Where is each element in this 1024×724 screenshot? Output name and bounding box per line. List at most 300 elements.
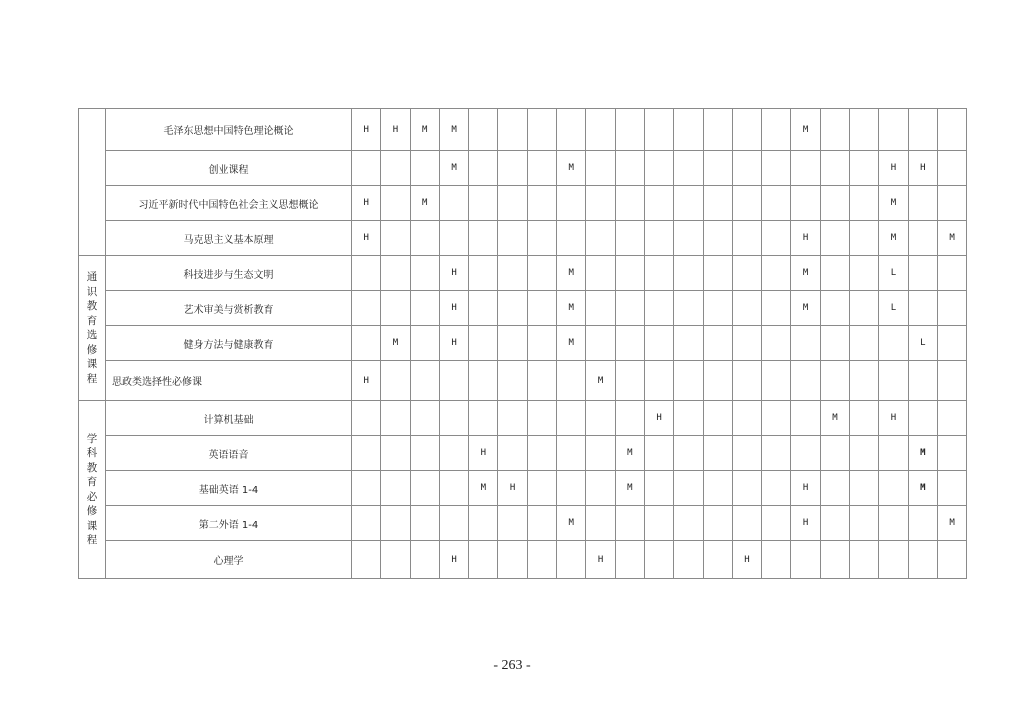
support-level-cell (586, 256, 615, 291)
support-level-cell (732, 401, 761, 436)
support-level-cell (469, 109, 498, 151)
support-level-cell (732, 361, 761, 401)
support-level-cell (557, 541, 586, 579)
support-level-cell (674, 436, 703, 471)
support-level-cell (410, 436, 439, 471)
table-row (79, 401, 967, 436)
support-level-cell (381, 221, 410, 256)
support-level-cell: M (879, 221, 908, 256)
support-level-cell (410, 326, 439, 361)
support-level-cell (762, 291, 791, 326)
table-row (79, 506, 967, 541)
support-level-cell: H (791, 506, 820, 541)
support-level-cell (615, 291, 644, 326)
support-level-cell: H (791, 471, 820, 506)
table-row (79, 361, 967, 401)
support-level-cell (352, 471, 381, 506)
course-name: 科技进步与生态文明 (106, 256, 352, 291)
support-level-cell (644, 326, 673, 361)
support-level-cell (381, 291, 410, 326)
support-level-cell (644, 436, 673, 471)
course-name: 创业课程 (106, 151, 352, 186)
support-level-cell (937, 291, 966, 326)
support-level-cell: M (615, 471, 644, 506)
support-level-cell (879, 436, 908, 471)
support-level-cell (674, 186, 703, 221)
support-level-cell: M (557, 326, 586, 361)
support-level-cell (410, 291, 439, 326)
support-level-cell (557, 109, 586, 151)
table-row (79, 186, 967, 221)
support-level-cell: M (410, 109, 439, 151)
support-level-cell: L (908, 326, 937, 361)
support-level-cell (908, 109, 937, 151)
support-level-cell (498, 186, 527, 221)
support-level-cell (879, 109, 908, 151)
page-number: - 263 - (493, 658, 531, 673)
table-row (79, 471, 967, 506)
support-level-cell: H (498, 471, 527, 506)
support-level-cell: L (879, 256, 908, 291)
support-level-cell: H (879, 401, 908, 436)
support-level-cell (557, 186, 586, 221)
support-level-cell (469, 291, 498, 326)
support-level-cell (352, 326, 381, 361)
support-level-cell (527, 256, 556, 291)
support-level-cell (850, 109, 879, 151)
support-level-cell (879, 361, 908, 401)
support-level-cell (820, 256, 849, 291)
support-level-cell (703, 436, 732, 471)
support-level-cell (850, 186, 879, 221)
support-level-cell (820, 436, 849, 471)
support-level-cell (352, 401, 381, 436)
support-level-cell (820, 186, 849, 221)
support-level-cell: L (879, 291, 908, 326)
table-row (79, 221, 967, 256)
support-level-cell (644, 186, 673, 221)
support-level-cell (469, 401, 498, 436)
table-row (79, 256, 967, 291)
support-level-cell (850, 361, 879, 401)
support-level-cell (410, 256, 439, 291)
course-name: 第二外语 1-4 (106, 506, 352, 541)
support-level-cell (352, 151, 381, 186)
support-level-cell (937, 471, 966, 506)
support-level-cell (586, 506, 615, 541)
support-level-cell (732, 326, 761, 361)
support-level-cell (586, 471, 615, 506)
support-level-cell (674, 361, 703, 401)
support-level-cell (937, 541, 966, 579)
support-level-cell (439, 506, 468, 541)
support-level-cell (850, 401, 879, 436)
support-level-cell (762, 401, 791, 436)
support-level-cell (937, 186, 966, 221)
support-level-cell (937, 109, 966, 151)
support-level-cell (703, 151, 732, 186)
support-level-cell (937, 361, 966, 401)
support-level-cell: M (557, 151, 586, 186)
support-level-cell (820, 221, 849, 256)
support-level-cell (615, 506, 644, 541)
support-level-cell (674, 401, 703, 436)
support-level-cell (469, 326, 498, 361)
support-level-cell (674, 326, 703, 361)
support-level-cell (498, 221, 527, 256)
support-level-cell (908, 401, 937, 436)
support-level-cell (557, 221, 586, 256)
support-level-cell: H (439, 291, 468, 326)
support-level-cell (674, 541, 703, 579)
support-level-cell (937, 436, 966, 471)
support-level-cell (469, 186, 498, 221)
support-level-cell (732, 186, 761, 221)
support-level-cell: M (557, 291, 586, 326)
course-name: 马克思主义基本原理 (106, 221, 352, 256)
support-level-cell (850, 541, 879, 579)
support-level-cell (644, 151, 673, 186)
support-level-cell (850, 436, 879, 471)
support-level-cell (908, 291, 937, 326)
support-level-cell (410, 361, 439, 401)
support-level-cell (937, 401, 966, 436)
support-level-cell (703, 221, 732, 256)
support-level-cell (908, 186, 937, 221)
support-level-cell (762, 506, 791, 541)
support-level-cell (615, 221, 644, 256)
support-level-cell (410, 151, 439, 186)
support-level-cell (615, 541, 644, 579)
support-level-cell (908, 256, 937, 291)
support-level-cell (469, 361, 498, 401)
support-level-cell (352, 436, 381, 471)
support-level-cell (762, 361, 791, 401)
support-level-cell: H (352, 361, 381, 401)
support-level-cell (439, 221, 468, 256)
support-level-cell (850, 221, 879, 256)
support-level-cell (703, 361, 732, 401)
support-level-cell (586, 401, 615, 436)
support-level-cell (527, 361, 556, 401)
support-level-cell (762, 326, 791, 361)
support-level-cell (850, 256, 879, 291)
support-level-cell (850, 506, 879, 541)
support-level-cell: H (352, 109, 381, 151)
support-level-cell (674, 151, 703, 186)
support-level-cell (469, 506, 498, 541)
support-level-cell (410, 471, 439, 506)
support-level-cell (381, 506, 410, 541)
support-level-cell (703, 291, 732, 326)
support-level-cell (381, 541, 410, 579)
support-level-cell (762, 436, 791, 471)
support-level-cell: H (381, 109, 410, 151)
support-level-cell (439, 471, 468, 506)
course-name: 心理学 (106, 541, 352, 579)
support-level-cell (439, 436, 468, 471)
support-level-cell (820, 326, 849, 361)
support-level-cell (469, 256, 498, 291)
support-level-cell (469, 541, 498, 579)
support-level-cell (703, 541, 732, 579)
support-level-cell (615, 186, 644, 221)
support-level-cell (644, 471, 673, 506)
course-name: 习近平新时代中国特色社会主义思想概论 (106, 186, 352, 221)
support-level-cell: H (908, 151, 937, 186)
support-level-cell: M (439, 151, 468, 186)
support-level-cell (908, 541, 937, 579)
support-level-cell (381, 401, 410, 436)
course-name: 思政类选择性必修课 (106, 361, 352, 401)
support-level-cell (762, 471, 791, 506)
support-level-cell (498, 541, 527, 579)
support-level-cell (879, 541, 908, 579)
support-level-cell (527, 401, 556, 436)
support-level-cell (879, 506, 908, 541)
support-level-cell (498, 291, 527, 326)
support-level-cell: M (820, 401, 849, 436)
support-level-cell: M (791, 109, 820, 151)
support-level-cell (586, 186, 615, 221)
support-level-cell: H (352, 186, 381, 221)
support-level-cell (615, 401, 644, 436)
table-row (79, 541, 967, 579)
course-name: 健身方法与健康教育 (106, 326, 352, 361)
support-level-cell (557, 436, 586, 471)
support-level-cell (732, 436, 761, 471)
support-level-cell (820, 361, 849, 401)
support-level-cell: H (439, 326, 468, 361)
support-level-cell (615, 151, 644, 186)
support-level-cell (410, 541, 439, 579)
support-level-cell (791, 186, 820, 221)
support-level-cell (586, 151, 615, 186)
support-level-cell (879, 326, 908, 361)
support-level-cell (527, 326, 556, 361)
support-level-cell (850, 151, 879, 186)
support-level-cell: M (908, 436, 937, 471)
support-level-cell (586, 436, 615, 471)
support-level-cell (937, 256, 966, 291)
support-level-cell (791, 151, 820, 186)
table-row (79, 109, 967, 151)
support-level-cell (352, 506, 381, 541)
support-level-cell (381, 436, 410, 471)
support-level-cell (732, 151, 761, 186)
support-level-cell (732, 471, 761, 506)
support-level-cell (879, 471, 908, 506)
support-level-cell: H (586, 541, 615, 579)
support-level-cell (762, 221, 791, 256)
course-name: 毛泽东思想中国特色理论概论 (106, 109, 352, 151)
support-level-cell: H (439, 256, 468, 291)
support-level-cell: M (557, 506, 586, 541)
support-level-cell (498, 151, 527, 186)
support-level-cell (703, 186, 732, 221)
support-level-cell (703, 326, 732, 361)
support-level-cell (381, 361, 410, 401)
support-level-cell (703, 256, 732, 291)
support-level-cell (498, 436, 527, 471)
support-level-cell (410, 221, 439, 256)
support-level-cell (820, 506, 849, 541)
support-level-cell: M (586, 361, 615, 401)
support-level-cell (469, 151, 498, 186)
support-level-cell (410, 506, 439, 541)
course-name: 计算机基础 (106, 401, 352, 436)
support-level-cell (352, 291, 381, 326)
support-level-cell (498, 256, 527, 291)
support-level-cell (615, 109, 644, 151)
support-level-cell: H (732, 541, 761, 579)
support-level-cell (527, 151, 556, 186)
support-level-cell (469, 221, 498, 256)
support-level-cell (703, 109, 732, 151)
support-level-cell (703, 471, 732, 506)
support-level-cell (498, 506, 527, 541)
support-level-cell (381, 151, 410, 186)
support-level-cell (674, 291, 703, 326)
support-level-cell (527, 109, 556, 151)
support-level-cell (644, 256, 673, 291)
table-row (79, 436, 967, 471)
support-level-cell: H (439, 541, 468, 579)
support-level-cell (674, 221, 703, 256)
support-level-cell (762, 151, 791, 186)
support-level-cell: H (352, 221, 381, 256)
support-level-cell (791, 361, 820, 401)
support-level-cell (762, 186, 791, 221)
support-level-cell (439, 361, 468, 401)
support-level-cell (586, 326, 615, 361)
support-level-cell (791, 541, 820, 579)
support-level-cell (352, 256, 381, 291)
support-level-cell: M (410, 186, 439, 221)
support-level-cell (527, 471, 556, 506)
support-level-cell (937, 326, 966, 361)
support-level-cell: M (937, 221, 966, 256)
support-level-cell (498, 401, 527, 436)
support-level-cell (732, 256, 761, 291)
support-level-cell (644, 109, 673, 151)
support-level-cell: H (644, 401, 673, 436)
support-level-cell (908, 221, 937, 256)
support-level-cell: M (557, 256, 586, 291)
support-level-cell (674, 471, 703, 506)
course-group-label (79, 109, 106, 256)
support-level-cell (498, 326, 527, 361)
support-level-cell (527, 436, 556, 471)
support-level-cell (908, 506, 937, 541)
support-level-cell: M (469, 471, 498, 506)
support-level-cell (674, 506, 703, 541)
support-level-cell (820, 291, 849, 326)
support-level-cell (732, 221, 761, 256)
support-level-cell (410, 401, 439, 436)
support-level-cell (791, 326, 820, 361)
support-level-cell (908, 361, 937, 401)
support-level-cell (850, 326, 879, 361)
support-level-cell (820, 151, 849, 186)
support-level-cell (586, 291, 615, 326)
support-level-cell (527, 221, 556, 256)
course-requirement-matrix (78, 108, 967, 579)
support-level-cell (674, 256, 703, 291)
support-level-cell (674, 109, 703, 151)
support-level-cell: M (879, 186, 908, 221)
support-level-cell (615, 326, 644, 361)
course-name: 基础英语 1-4 (106, 471, 352, 506)
support-level-cell (732, 291, 761, 326)
support-level-cell (820, 109, 849, 151)
table-row (79, 326, 967, 361)
table-row (79, 291, 967, 326)
course-name: 艺术审美与赏析教育 (106, 291, 352, 326)
course-group-label: 通 识 教 育 选 修 课 程 (79, 256, 106, 401)
support-level-cell (791, 436, 820, 471)
support-level-cell (586, 221, 615, 256)
course-name: 英语语音 (106, 436, 352, 471)
support-level-cell (586, 109, 615, 151)
support-level-cell (557, 401, 586, 436)
support-level-cell: M (615, 436, 644, 471)
support-level-cell (498, 109, 527, 151)
support-level-cell (644, 291, 673, 326)
support-level-cell (732, 109, 761, 151)
support-level-cell (498, 361, 527, 401)
support-level-cell (820, 471, 849, 506)
support-level-cell (791, 401, 820, 436)
support-level-cell: H (791, 221, 820, 256)
support-level-cell: M (439, 109, 468, 151)
support-level-cell (527, 291, 556, 326)
support-level-cell (762, 541, 791, 579)
support-level-cell: M (791, 256, 820, 291)
table-row (79, 151, 967, 186)
support-level-cell: H (879, 151, 908, 186)
support-level-cell (850, 291, 879, 326)
support-level-cell (644, 221, 673, 256)
support-level-cell: M (908, 471, 937, 506)
support-level-cell (557, 361, 586, 401)
support-level-cell (615, 361, 644, 401)
support-level-cell (381, 471, 410, 506)
support-level-cell (527, 541, 556, 579)
support-level-cell (527, 506, 556, 541)
support-level-cell (850, 471, 879, 506)
support-level-cell (762, 256, 791, 291)
support-level-cell (352, 541, 381, 579)
support-level-cell: M (791, 291, 820, 326)
support-level-cell (381, 256, 410, 291)
support-level-cell (644, 541, 673, 579)
support-level-cell (703, 506, 732, 541)
course-group-label: 学 科 教 育 必 修 课 程 (79, 401, 106, 579)
support-level-cell: H (469, 436, 498, 471)
support-level-cell (557, 471, 586, 506)
support-level-cell: M (381, 326, 410, 361)
support-level-cell (732, 506, 761, 541)
support-level-cell (381, 186, 410, 221)
support-level-cell (439, 186, 468, 221)
support-level-cell (615, 256, 644, 291)
support-level-cell (644, 506, 673, 541)
support-level-cell (820, 541, 849, 579)
support-level-cell (439, 401, 468, 436)
support-level-cell: M (937, 506, 966, 541)
support-level-cell (937, 151, 966, 186)
